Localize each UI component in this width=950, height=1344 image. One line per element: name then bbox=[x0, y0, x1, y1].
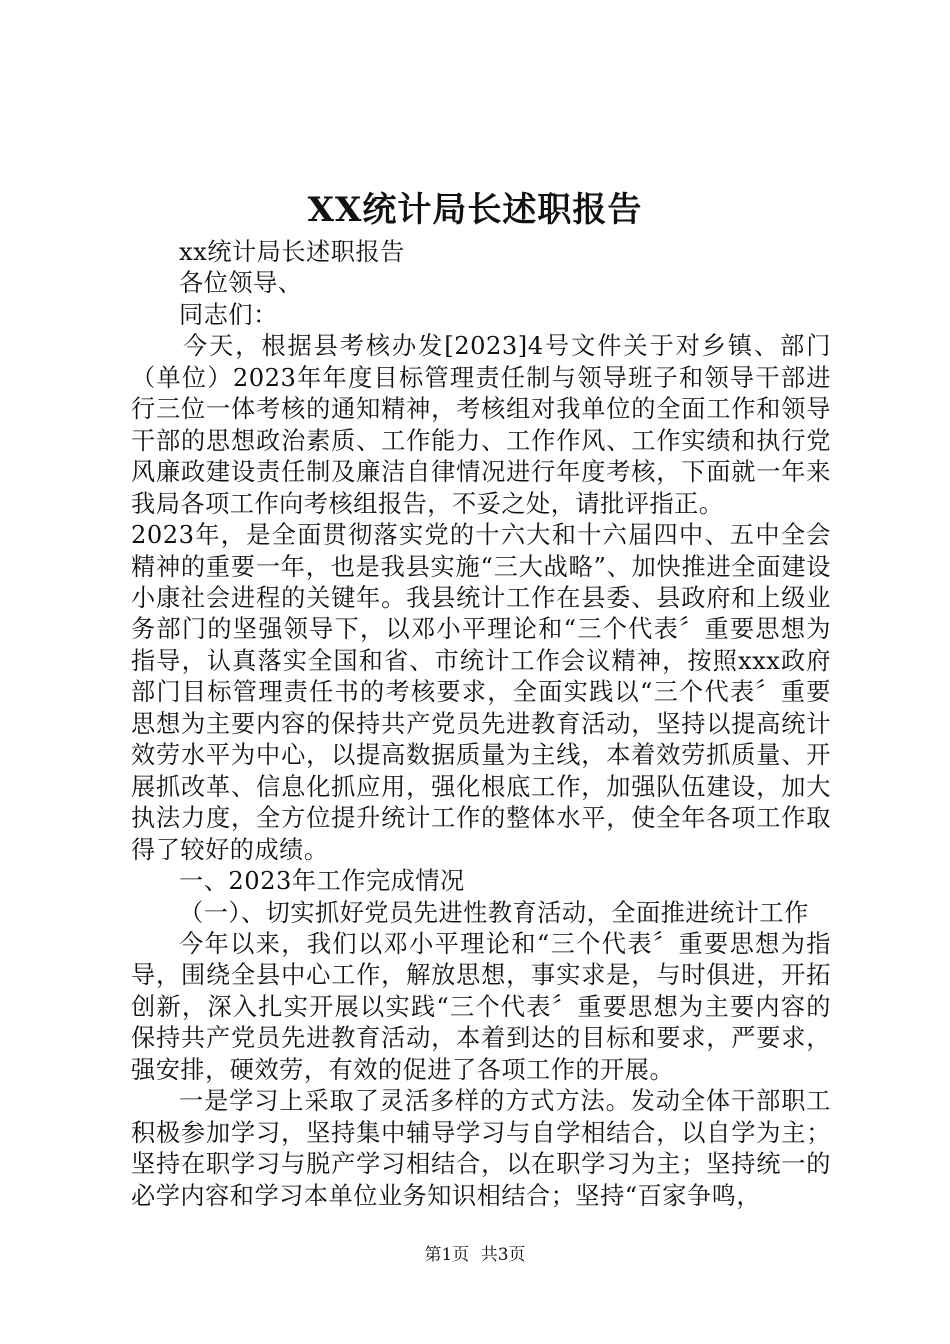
section-heading: 一、2023年工作完成情况 bbox=[179, 867, 465, 896]
paragraph-education: 今年以来，我们以邓小平理论和“三个代表〞重要思想为指导，围绕全县中心工作，解放思想，事实求是，与时俱进，开拓创新，深入扎实开展以实践“三个代表〞重要思想为主要内容的保持共产党员先进教育活动，本着到达的目标和要求，严要求，强安排，硬效劳，有效的促进了各项工作的开展。 bbox=[131, 929, 831, 1084]
document-body bbox=[131, 237, 831, 1212]
page-footer bbox=[0, 1243, 950, 1267]
document-title: XX统计局长述职报告 bbox=[307, 190, 643, 230]
page-total: 共3页 bbox=[480, 1245, 526, 1265]
page-number: 第1页 bbox=[424, 1245, 470, 1265]
paragraph-salutation-1: 各位领导、 bbox=[179, 269, 303, 298]
paragraph-intro: 今天，根据县考核办发[2023]4号文件关于对乡镇、部门（单位）2023年年度目标管理责任制与领导班子和领导干部进行三位一体考核的通知精神，考核组对我单位的全面工作和领导干部的思想政治素质、工作能力、工作作风、工作实绩和执行党风廉政建设责任制及廉洁自律情况进行年度考核，下面就一年来我局各项工作向考核组报告，不妥之处，请批评指正。 bbox=[131, 332, 831, 518]
paragraph-overview: 2023年，是全面贯彻落实党的十六大和十六届四中、五中全会精神的重要一年，也是我县实施“三大战略”、加快推进全面建设小康社会进程的关键年。我县统计工作在县委、县政府和上级业务部门的坚强领导下，以邓小平理论和“三个代表〞重要思想为指导，认真落实全国和省、市统计工作会议精神，按照xxx政府部门目标管理责任书的考核要求，全面实践以“三个代表〞重要思想为主要内容的保持共产党员先进教育活动，坚持以提高统计效劳水平为中心，以提高数据质量为主线，本着效劳抓质量、开展抓改革、信息化抓应用，强化根底工作，加强队伍建设，加大执法力度，全方位提升统计工作的整体水平，使全年各项工作取得了较好的成绩。 bbox=[131, 521, 831, 864]
subsection-heading: （一）、切实抓好党员先进性教育活动，全面推进统计工作 bbox=[179, 898, 809, 927]
paragraph-salutation-2: 同志们： bbox=[179, 300, 278, 329]
paragraph-study: 一是学习上采取了灵活多样的方式方法。发动全体干部职工积极参加学习，坚持集中辅导学习与自学相结合，以自学为主；坚持在职学习与脱产学习相结合，以在职学习为主；坚持统一的必学内容和学习本单位业务知识相结合；坚持“百家争鸣， bbox=[131, 1087, 831, 1210]
paragraph-subtitle: xx统计局长述职报告 bbox=[179, 238, 405, 266]
